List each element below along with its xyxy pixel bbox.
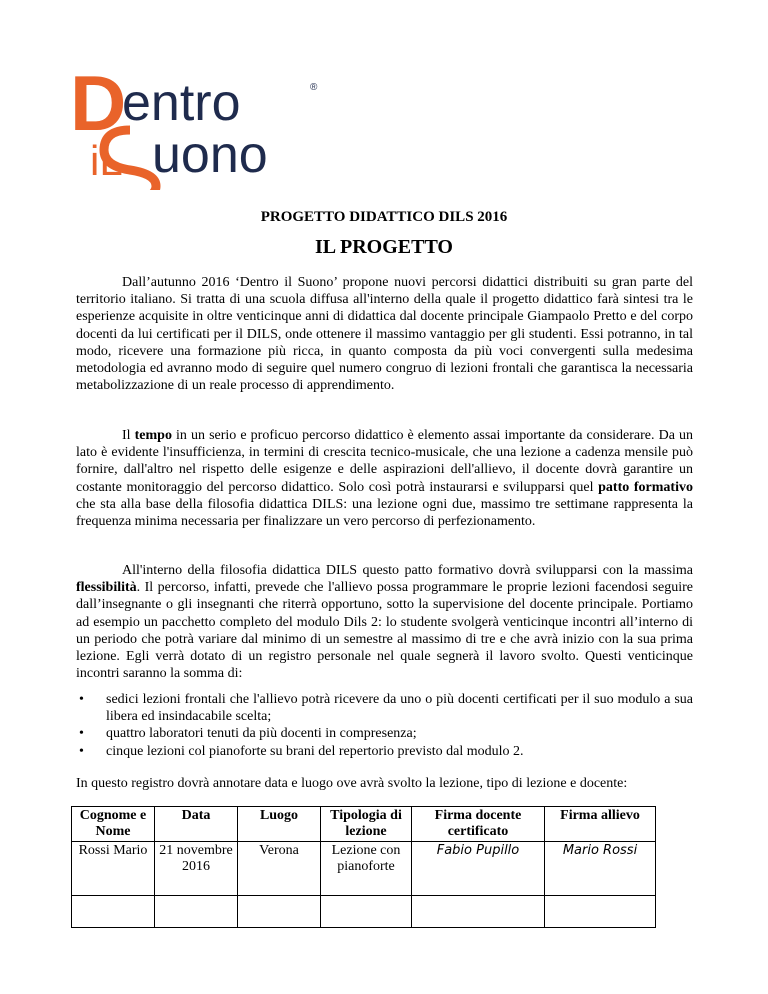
cell-empty — [72, 896, 155, 928]
paragraph-flex-text-1: All'interno della filosofia didattica DILS questo patto formativo dovrà svilupparsi con la massima — [122, 563, 693, 578]
header-place: Luogo — [238, 807, 321, 842]
cell-student-signature: Mario Rossi — [545, 842, 656, 896]
registry-table — [71, 806, 656, 928]
bullet-icon: • — [79, 726, 84, 742]
header-student-signature: Firma allievo — [545, 807, 656, 842]
logo-word-uono: uono — [152, 126, 268, 184]
list-item-text: quattro laboratori tenuti da più docenti in compresenza; — [106, 726, 417, 742]
cell-empty — [238, 896, 321, 928]
table-header-row — [72, 807, 656, 842]
cell-empty — [155, 896, 238, 928]
logo-big-d: D — [70, 60, 127, 147]
list-item — [76, 691, 693, 725]
logo-il: iL — [90, 137, 123, 184]
table-row-empty — [72, 896, 656, 928]
list-item — [76, 743, 693, 760]
paragraph-tempo-text-2: in un serio e proficuo percorso didattico è elemento assai importante da considerare. Da un lato è evidente l'insufficienza, in termini di crescita tecnico-musicale, che una lezione a cadenza mensile può fornire, dall'altro nel rispetto delle esigenze e delle aspirazioni dell'allievo, il docente dovrà garantire un costante monitoraggio del percorso didattico. Solo così potrà instaurarsi e svilupparsi quel — [76, 428, 693, 495]
cell-empty — [545, 896, 656, 928]
header-name: Cognome e Nome — [72, 807, 155, 842]
cell-place: Verona — [238, 842, 321, 896]
cell-date: 21 novembre 2016 — [155, 842, 238, 896]
cell-lesson-type: Lezione con pianoforte — [321, 842, 412, 896]
paragraph-tempo-bold-patto: patto formativo — [598, 479, 693, 495]
list-item — [76, 725, 693, 742]
lesson-composition-list — [76, 691, 693, 760]
bullet-icon: • — [79, 692, 84, 707]
header-date: Data — [155, 807, 238, 842]
paragraph-tempo-bold-tempo: tempo — [134, 428, 172, 443]
paragraph-intro — [76, 274, 693, 394]
logo-registered-mark: ® — [310, 82, 318, 93]
logo-word-entro: entro — [122, 74, 241, 132]
bullet-icon: • — [79, 743, 84, 759]
paragraph-flex-text-2: . Il percorso, infatti, prevede che l'allievo possa programmare le proprie lezioni facendosi seguire dall’insegnante o gli insegnanti che riterrà opportuno, sotto la supervisione del docente principale. Portiamo ad esempio un pacchetto completo del modulo Dils 2: lo studente svolgerà venticinque incontri all’interno di un periodo che potrà variare dal minimo di un semestre al massimo di tre e che avrà inizio con la sua prima lezione. Egli verrà dotato di un registro personale nel quale segnerà il lavoro svolto. Questi venticinque incontri saranno la somma di: — [76, 580, 693, 682]
paragraph-flessibilita — [76, 562, 693, 682]
table-row — [72, 842, 656, 896]
paragraph-tempo-text-1: Il — [122, 428, 135, 443]
document-title: IL PROGETTO — [314, 236, 453, 258]
paragraph-tempo-text-3: che sta alla base della filosofia didattica DILS: una lezione ogni due, massimo tre settimane rappresenta la frequenza minima necessaria per finalizzare un vero percorso di perfezionamento. — [76, 496, 693, 530]
paragraph-tempo — [76, 427, 693, 530]
paragraph-intro-text: Dall’autunno 2016 ‘Dentro il Suono’ propone nuovi percorsi didattici distribuiti su gran parte del territorio italiano. Si tratta di una scuola diffusa all'interno della quale il progetto didattico farà sintesi tra le esperienze acquisite in oltre venticinque anni di didattica dal docente principale Giampaolo Pretto e del corpo docenti da lui certificati per il DILS, onde ottenere il massimo vantaggio per gli studenti. Essi potranno, in tal modo, ricevere una formazione più ricca, in quanto composta da più voci convergenti sulla medesima metodologia ed avranno modo di seguire quel numero congruo di lezioni frontali che garantisca la necessaria metabolizzazione di un reale processo di apprendimento. — [76, 275, 693, 394]
cell-name: Rossi Mario — [72, 842, 155, 896]
list-item-text: sedici lezioni frontali che l'allievo potrà ricevere da uno o più docenti certificati per il suo modulo a sua libera ed insindacabile scelta; — [106, 692, 693, 725]
dentro-il-suono-logo — [70, 60, 330, 190]
cell-empty — [412, 896, 545, 928]
header-teacher-signature: Firma docente certificato — [412, 807, 545, 842]
list-item-text: cinque lezioni col pianoforte su brani del repertorio previsto dal modulo 2. — [106, 743, 524, 759]
document-subtitle: PROGETTO DIDATTICO DILS 2016 — [260, 209, 508, 225]
paragraph-flex-bold: flessibilità — [76, 580, 137, 596]
cell-empty — [321, 896, 412, 928]
registry-note: In questo registro dovrà annotare data e luogo ove avrà svolto la lezione, tipo di lezione e docente: — [76, 776, 628, 791]
cell-teacher-signature: Fabio Pupillo — [412, 842, 545, 896]
header-lesson-type: Tipologia di lezione — [321, 807, 412, 842]
